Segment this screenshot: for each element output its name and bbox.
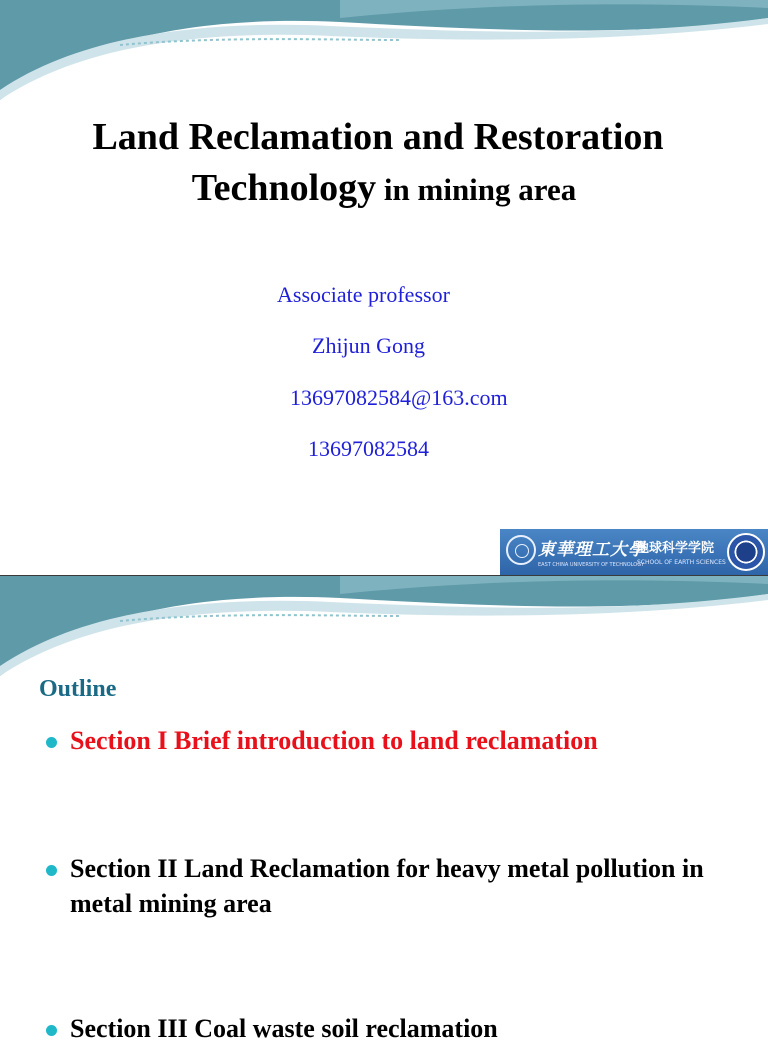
author-role: Associate professor <box>277 282 450 307</box>
school-seal-icon <box>727 533 765 571</box>
bullet-dot-icon <box>46 865 57 876</box>
title-word-rest: in mining area <box>376 172 577 207</box>
university-name-en: EAST CHINA UNIVERSITY OF TECHNOLOGY <box>538 562 644 568</box>
outline-item-label: Section II Land Reclamation for heavy metal pollution in metal mining area <box>70 854 704 918</box>
bullet-dot-icon <box>46 1025 57 1036</box>
university-logo-banner <box>500 529 768 576</box>
school-name-cn: 地球科学学院 <box>636 541 715 556</box>
bullet-dot-icon <box>46 737 57 748</box>
outline-slide <box>0 576 768 1043</box>
title-word-technology: Technology <box>191 167 377 209</box>
outline-item-label: Section I Brief introduction to land reclamation <box>70 726 598 755</box>
slide-title-line2 <box>0 163 768 215</box>
outline-item-label: Section III Coal waste soil reclamation <box>70 1014 498 1043</box>
header-swoosh-decoration <box>0 0 768 100</box>
author-phone: 13697082584 <box>308 436 429 461</box>
university-seal-icon <box>506 535 536 565</box>
slide-title-line1: Land Reclamation and Restoration <box>92 116 664 158</box>
author-email: 13697082584@163.com <box>290 385 508 410</box>
outline-heading: Outline <box>39 676 117 702</box>
university-name-cn: 東華理工大學 <box>538 540 646 560</box>
school-name-en: SCHOOL OF EARTH SCIENCES <box>637 559 726 566</box>
author-name: Zhijun Gong <box>312 333 426 358</box>
header-swoosh-decoration <box>0 576 768 676</box>
